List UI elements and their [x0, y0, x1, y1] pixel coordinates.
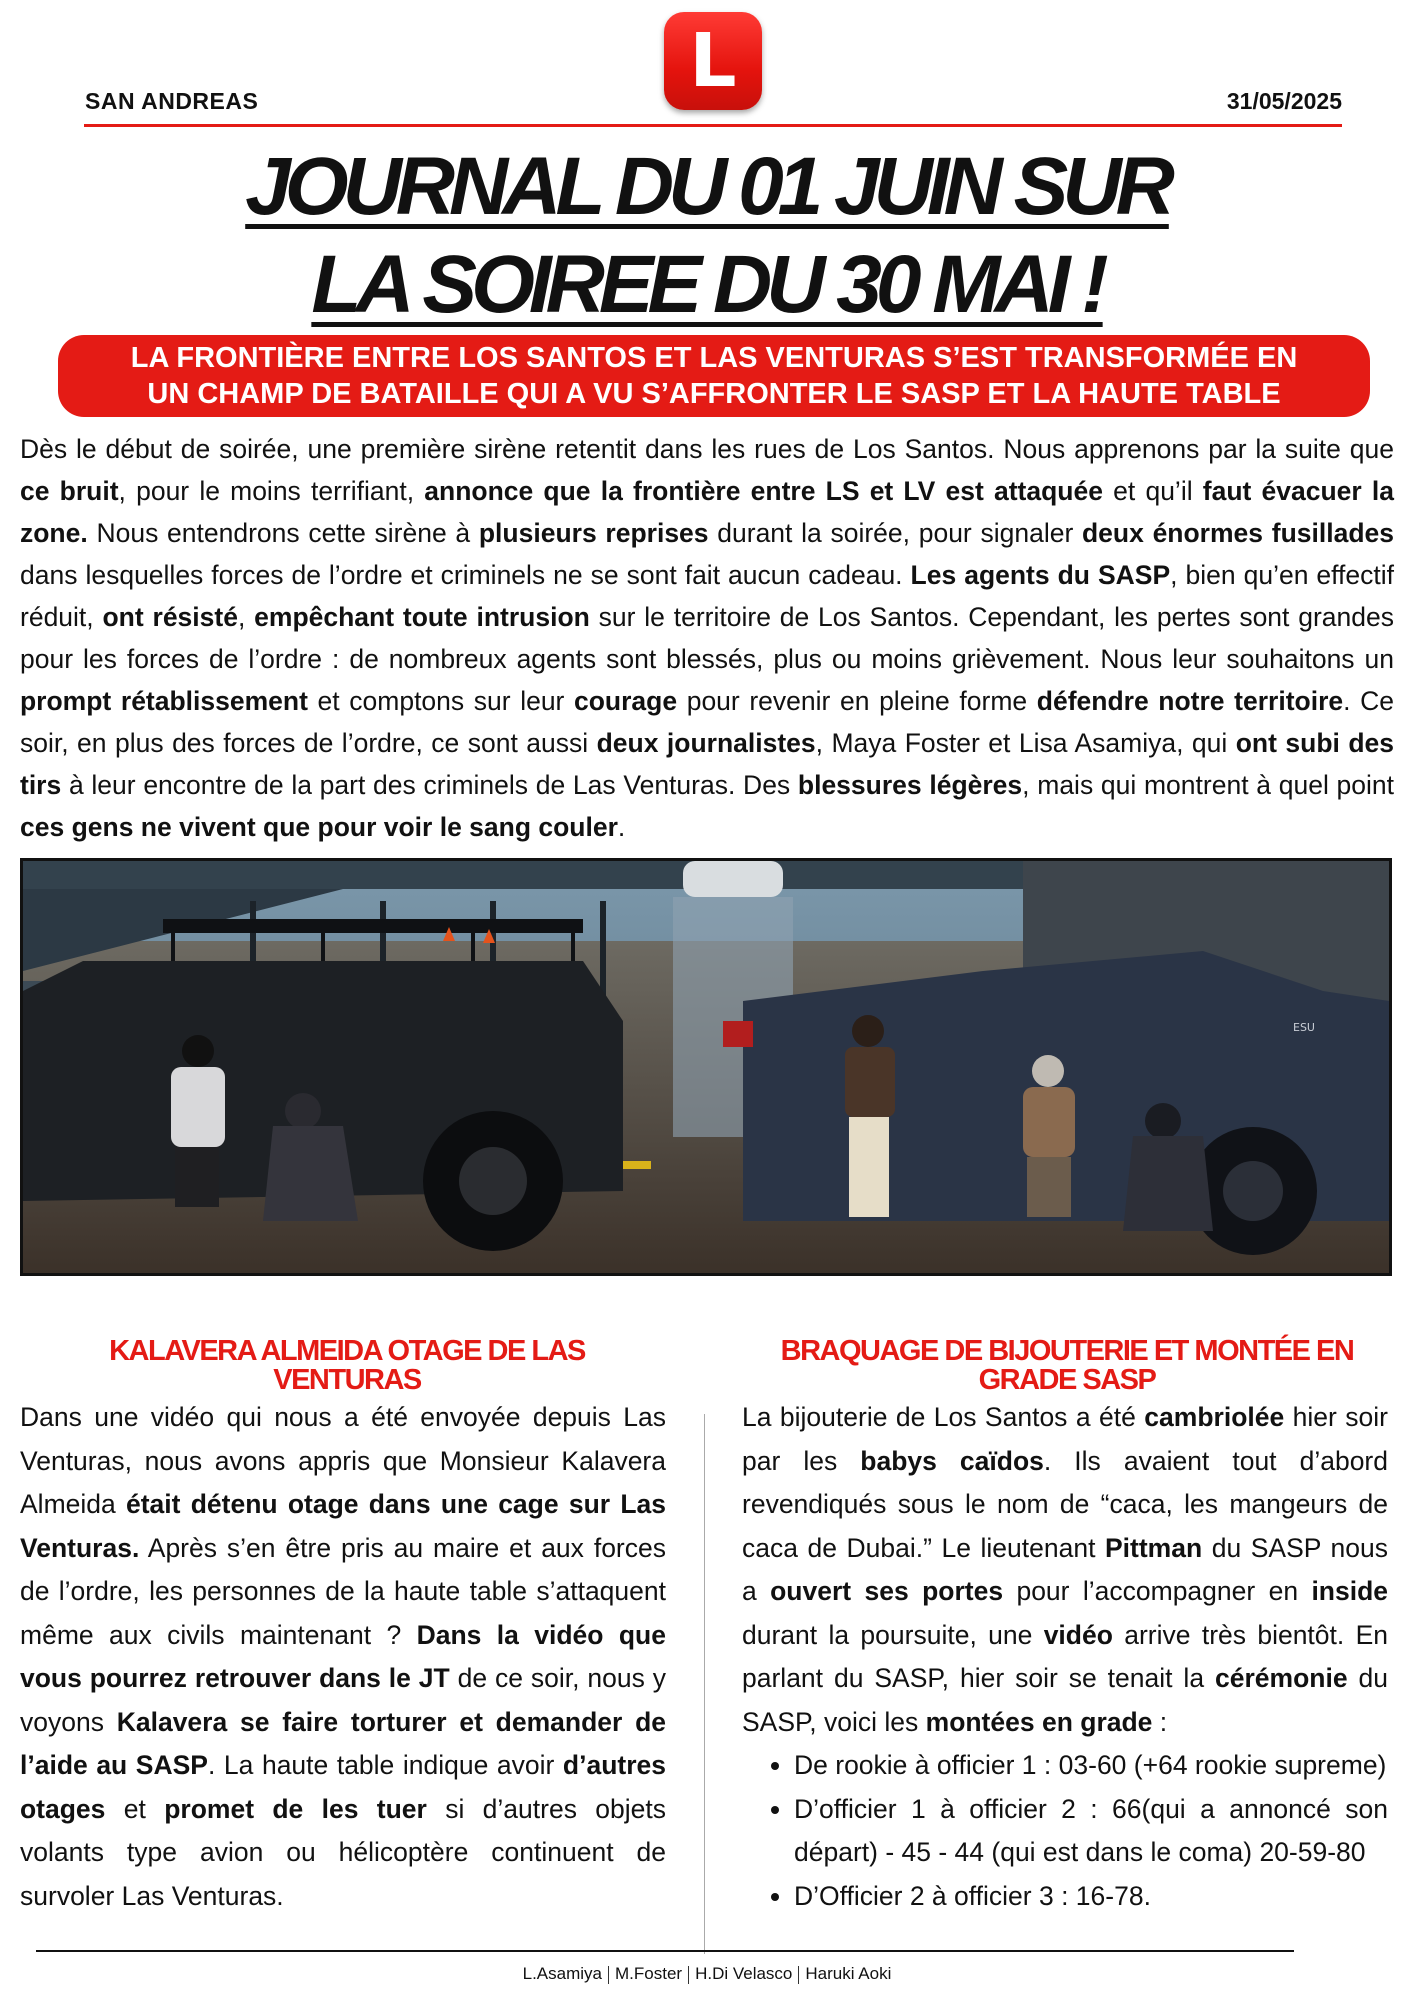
bold-text-run: ouvert ses portes — [770, 1576, 1004, 1606]
left-title-line-2: VENTURAS — [273, 1364, 421, 1396]
bold-text-run: montées en grade — [925, 1706, 1153, 1737]
text-run: , mais qui montrent à quel point — [1022, 770, 1395, 800]
bold-text-run: courage — [574, 686, 678, 716]
text-run: et qu’il — [1102, 476, 1203, 506]
text-run: , Maya Foster et Lisa Asamiya, qui — [815, 728, 1236, 758]
bold-text-run: Les agents du SASP — [910, 560, 1171, 590]
author-name: M.Foster — [615, 1964, 683, 1983]
text-run: sur le territoire de Los Santos. Cependant, les pertes sont grandes pour les forces de l’ordre : de nombreux agents sont blessés, plus ou moins grièvement. Nous leur souhaitons un — [20, 602, 1394, 674]
right-article-title — [742, 1337, 1392, 1395]
text-run: . Ils avaient tout d’abord revendiqués sous le nom de “caca, les mangeurs de caca de Dubai.” Le lieutenant — [742, 1445, 1388, 1563]
text-run: : — [1152, 1706, 1168, 1737]
promotion-list — [742, 1744, 1388, 1918]
author-credits — [0, 1964, 1414, 1984]
text-run: Après s’en être pris au maire et aux forces de l’ordre, les personnes de la haute table s’attaquent même aux civils maintenant ? — [20, 1532, 666, 1650]
bold-text-run: vidéo — [1043, 1619, 1113, 1650]
text-run: arrive très bientôt. En parlant du SASP, hier soir se tenait la — [742, 1619, 1389, 1693]
bold-text-run: deux journalistes — [596, 728, 816, 758]
text-run: , bien qu’en effectif réduit, — [20, 560, 1395, 632]
bold-text-run: promet de les tuer — [164, 1793, 427, 1824]
promotion-item: • D’Officier 2 à officier 3 : 16-78. — [794, 1875, 1388, 1919]
text-run: . — [617, 812, 626, 842]
bold-text-run: ces gens ne vivent que pour voir le sang couler — [20, 812, 618, 842]
header-divider — [84, 124, 1342, 127]
subheadline-banner — [58, 335, 1370, 417]
headline — [0, 138, 1414, 334]
bold-text-run: ont subi des tirs — [20, 728, 1394, 800]
text-run: . La haute table indique avoir — [207, 1750, 563, 1780]
text-run: Nous entendrons cette sirène à — [87, 518, 479, 548]
promotion-item: • De rookie à officier 1 : 03-60 (+64 rookie supreme) — [794, 1744, 1388, 1788]
headline-line-1: JOURNAL DU 01 JUIN SUR — [245, 141, 1169, 232]
author-name: H.Di Velasco — [695, 1964, 793, 1983]
text-run: à leur encontre de la part des criminels de Las Venturas. Des — [61, 770, 798, 800]
text-run: , — [237, 602, 255, 632]
promotion-item: • D’officier 1 à officier 2 : 66(qui a annoncé son départ) - 45 - 44 (qui est dans le coma) 20-59-80 — [794, 1788, 1388, 1875]
bold-text-run: empêchant toute intrusion — [254, 602, 590, 632]
logo-letter: L — [689, 18, 737, 104]
author-separator — [688, 1966, 689, 1984]
text-run: La bijouterie de Los Santos a été — [742, 1402, 1145, 1432]
text-run: pour l’accompagner en — [1003, 1576, 1312, 1606]
intro-paragraph — [20, 428, 1394, 848]
bold-text-run: Pittman — [1105, 1532, 1203, 1563]
right-article-text — [742, 1396, 1388, 1744]
bold-text-run: cérémonie — [1215, 1663, 1348, 1693]
author-name: L.Asamiya — [522, 1964, 602, 1983]
text-run: . Ce soir, en plus des forces de l’ordre, ce sont aussi — [20, 686, 1394, 758]
text-run: et — [105, 1793, 165, 1824]
text-run: durant la soirée, pour signaler — [708, 518, 1082, 548]
bold-text-run: prompt rétablissement — [20, 686, 308, 716]
truck-label: ESU — [1293, 1021, 1315, 1034]
author-separator — [798, 1966, 799, 1984]
bold-text-run: babys caïdos — [860, 1445, 1044, 1476]
text-run: , pour le moins terrifiant, — [118, 476, 425, 506]
author-name: Haruki Aoki — [805, 1964, 892, 1983]
text-run: du SASP nous a — [742, 1532, 1388, 1606]
footer-divider — [36, 1950, 1294, 1952]
bold-text-run: était détenu otage dans une cage sur Las Venturas. — [20, 1489, 666, 1563]
text-run: pour revenir en pleine forme — [677, 686, 1037, 716]
headline-line-2: LA SOIREE DU 30 MAI ! — [311, 239, 1103, 330]
shootout-scene-illustration — [23, 861, 1389, 1273]
issue-date: 31/05/2025 — [1226, 88, 1342, 114]
left-article-body — [20, 1396, 666, 1918]
bold-text-run: ont résisté — [102, 602, 238, 632]
bold-text-run: Kalavera se faire torturer et demander de l’aide au SASP — [20, 1706, 666, 1780]
text-run: du SASP, voici les — [742, 1663, 1388, 1737]
article-photo — [20, 858, 1392, 1276]
newspaper-logo — [664, 12, 762, 110]
bold-text-run: annonce que la frontière entre LS et LV est attaquée — [424, 476, 1103, 506]
left-article-title — [22, 1337, 672, 1395]
text-run: et comptons sur leur — [307, 686, 574, 716]
bold-text-run: défendre notre territoire — [1036, 686, 1344, 716]
column-divider — [704, 1414, 705, 1954]
bold-text-run: inside — [1311, 1576, 1389, 1606]
text-run: de ce soir, nous y voyons — [20, 1663, 666, 1737]
banner-line-1: LA FRONTIÈRE ENTRE LOS SANTOS ET LAS VENTURAS S’EST TRANSFORMÉE EN — [130, 342, 1298, 374]
banner-line-2: UN CHAMP DE BATAILLE QUI A VU S’AFFRONTER LE SASP ET LA HAUTE TABLE — [147, 378, 1281, 410]
left-title-line-1: KALAVERA ALMEIDA OTAGE DE LAS — [109, 1335, 585, 1367]
text-run: Dans une vidéo qui nous a été envoyée depuis Las Venturas, nous avons appris que Monsieur Kalavera Almeida — [20, 1402, 666, 1519]
right-title-line-2: GRADE SASP — [978, 1364, 1156, 1396]
text-run: dans lesquelles forces de l’ordre et criminels ne se sont fait aucun cadeau. — [20, 560, 911, 590]
text-run: durant la poursuite, une — [742, 1619, 1044, 1650]
bold-text-run: Dans la vidéo que vous pourrez retrouver dans le JT — [20, 1619, 666, 1693]
location-label: SAN ANDREAS — [85, 88, 259, 114]
bold-text-run: d’autres otages — [20, 1750, 666, 1824]
bold-text-run: ce bruit — [20, 476, 119, 506]
bold-text-run: plusieurs reprises — [478, 518, 709, 548]
right-article-body — [742, 1396, 1388, 1918]
bold-text-run: cambriolée — [1144, 1402, 1285, 1432]
text-run: si d’autres objets volants type avion ou hélicoptère continuent de survoler Las Venturas. — [20, 1793, 666, 1911]
bold-text-run: blessures légères — [797, 770, 1023, 800]
text-run: Dès le début de soirée, une première sirène retentit dans les rues de Los Santos. Nous apprenons par la suite que — [20, 434, 1394, 464]
text-run: hier soir par les — [742, 1402, 1388, 1476]
right-title-line-1: BRAQUAGE DE BIJOUTERIE ET MONTÉE EN — [780, 1335, 1354, 1367]
author-separator — [608, 1966, 609, 1984]
bold-text-run: deux énormes fusillades — [1082, 518, 1394, 548]
bold-text-run: faut évacuer la zone. — [20, 476, 1395, 548]
